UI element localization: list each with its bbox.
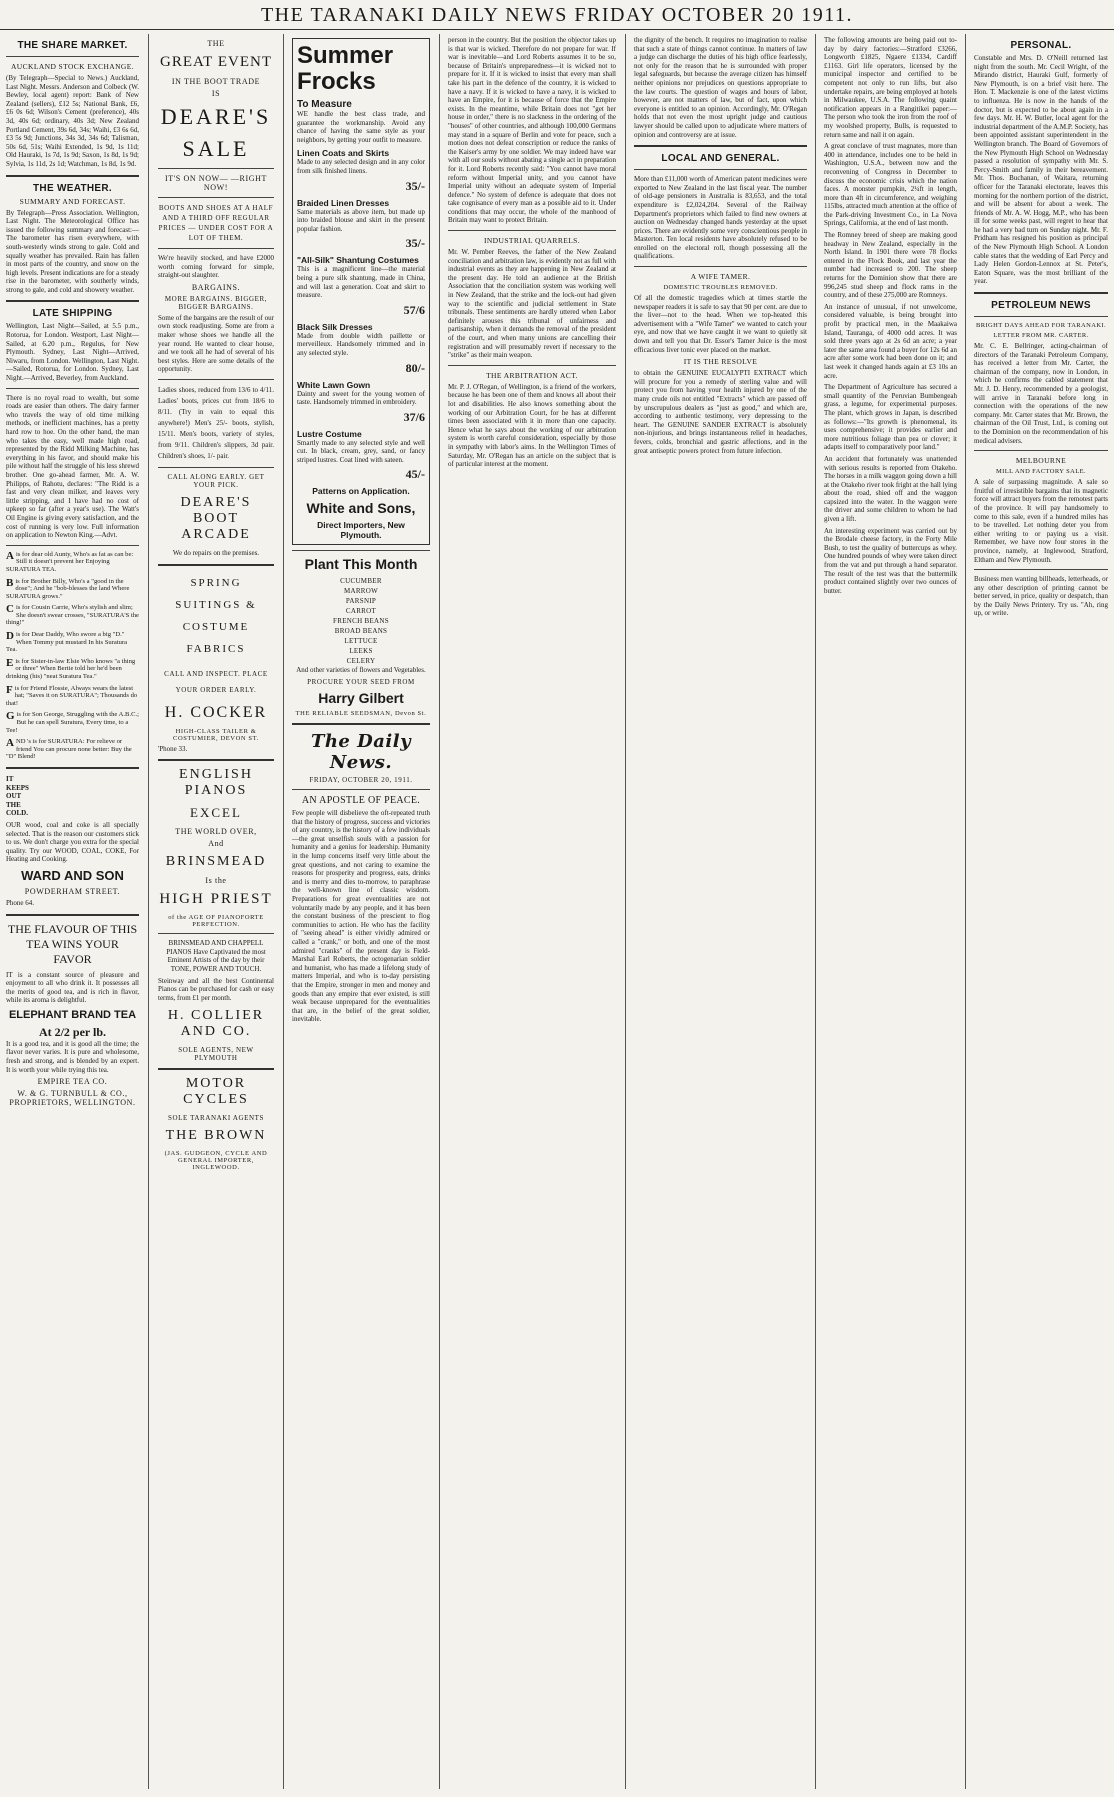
- share-market-text: (By Telegraph—Special to News.) Auckland, Last Night. Messrs. Anderson and Colbeck (W. Bewley, local agent) report: Bank of New Zealand (sellers), £12 5s; National Bank, £6, £6 0s 6d; Wilson's Cement (preference), 40s 3d, 40s 6d; ordinary, 40s 3d; New Zealand Portland Cement, 39s 6d, 34s; Waihi, £3 6s 6d, £3 5s 9d; Junctions, 34s 3d, 34s 6d; Talisman, 50s 6d, 51s; Waihi Extended, 1s 9d, 1s 11d; Old Hauraki, 1s 7d, 1s 9d; Saxon, 1s 8d, 1s 9d; Sylvia, 1s 11d, 2s 1d; Watchman, 1s 8d, 1s 9d.: [6, 74, 139, 168]
- frock-item: "All-Silk" Shantung Costumes This is a magnificent line—the material being a pure silk shantung, made in China, and will last a generation. Coat and skirt to measure. 57/6: [297, 255, 425, 317]
- column-rule: [815, 34, 816, 1789]
- share-market-subheading: AUCKLAND STOCK EXCHANGE.: [10, 62, 134, 71]
- suratura-jingles: [6, 551, 139, 761]
- direct-importers: Direct Importers, New Plymouth.: [317, 520, 405, 541]
- cocker-phone: 'Phone 33.: [158, 744, 188, 753]
- harry-gilbert: Harry Gilbert: [318, 690, 404, 707]
- deares-is: IS: [211, 89, 221, 98]
- editorial-continued: person in the country. But the position the objector takes up is that war is wicked. Therefore do not prepare for war. If war is inevitable—and Lord Roberts assumes it to be so, because of Britain's unpreparedness—it is wicked not to prepare for it. If it is wicked to insist that every man shall take his part in the defence of the country, it is wicked to have a navy. If it is wicked to have a navy, it is wicked to have an Empire, for it is because of force that the Empire exists. In the meantime, while Britain does not "get her house in order," there is no slackness in the ordering of the "houses" of other countries, and although 100,000 Germans may stand in a square of Berlin and vote for peace, such a motion does not defeat conscription or reduce the ranks of the Kaiser's army by one soldier. We may indeed have war with all our souls without abating a single act in preparation for it. Lord Roberts recently said: "You cannot have moral reform without Imperial unity, and you cannot have Imperial unity without an adequate system of Imperial defence." No system of defence is adequate that does not take cognisance of every man as a possible aid to it. Under conditions that may occur, the whole of the manhood of Britain may want to protect Britain.: [448, 36, 616, 225]
- frock-item: Black Silk Dresses Made from double width paillette or merveilleux. Handsomely trimmed and in any selected style. 80/-: [297, 321, 425, 375]
- patterns-note: Patterns on Application.: [312, 486, 410, 497]
- more-bargains: MORE BARGAINS. BIGGER, BIGGER BARGAINS.: [164, 294, 268, 311]
- column-5: [628, 36, 813, 1788]
- local-general-heading: LOCAL AND GENERAL.: [661, 153, 780, 165]
- empire-tea-co: EMPIRE TEA CO.: [37, 1077, 108, 1087]
- deares-boot-arcade: DEARE'S BOOT ARCADE: [180, 494, 252, 542]
- shipping-heading: LATE SHIPPING: [32, 308, 113, 320]
- seedsman: THE RELIABLE SEEDSMAN, Devon St.: [295, 710, 427, 718]
- keeps-out-cold: IT KEEPS OUT THE COLD.: [6, 774, 29, 818]
- column-2: [152, 36, 280, 1788]
- chappell-text: BRINSMEAD AND CHAPPELL PIANOS Have Captivated the most Eminent Artists of the day by their TONE, POWER AND TOUCH.: [166, 939, 266, 973]
- column-rule: [625, 34, 626, 1789]
- tea-text-2: It is a good tea, and it is good all the time; the flavor never varies. It is pure and wholesome, fresh and strong, and is blended by an expert. It is worth your while trying this tea.: [6, 1039, 139, 1074]
- english-pianos: ENGLISH PIANOS: [179, 767, 253, 799]
- column-1: [0, 36, 145, 1788]
- spring-suitings: SPRING SUITINGS & COSTUME FABRICS: [175, 576, 257, 655]
- call-inspect: CALL AND INSPECT. PLACE YOUR ORDER EARLY.: [164, 669, 268, 694]
- plant-item: LEEKS: [349, 647, 373, 656]
- weather-subheading: SUMMARY AND FORECAST.: [19, 196, 126, 206]
- wife-tamer-heading: A WIFE TAMER.: [690, 272, 751, 282]
- apostle-heading: AN APOSTLE OF PEACE.: [301, 795, 421, 807]
- frocks-intro: WE handle the best class trade, and guarantee the workmanship. Avoid any chance of having the same style as your neighbors, by getting your outfit to measure.: [297, 110, 425, 144]
- weather-heading: THE WEATHER.: [33, 182, 112, 194]
- world-over: THE WORLD OVER,: [175, 827, 257, 837]
- col6-text-6: An accident that fortunately was unattended with serious results is reported from Otakeho. The horses in a milk waggon going down a hill at the Otakeho river took fright at the hall lying about the road, shied off and the waggon capsized into the water. In the waggon were the driver and some children to whom he had given a lift.: [824, 454, 957, 524]
- arbitration-text: Mr. P. J. O'Regan, of Wellington, is a friend of the workers, because he has been one of them and knows all about their lot and disabilities. He also knows something about the working of our Arbitration Court, for he has at different times been associated with it in more than one capacity. Hence what he says about the working of our arbitration system is worth careful consideration, especially by those in sympathy with labor's aims. In the Wellington Times of Saturday, Mr. O'Regan has an article on the subject that is of particular interest at the moment.: [448, 382, 616, 469]
- industrial-quarrels-text: Mr. W. Pember Reeves, the father of the New Zealand conciliation and arbitration law, is evidently not as full with industrial events as they are happening in New Zealand at the present day. He told an audience at the British Association that the conciliation system was working well in New Zealand, that the strike and the lock-out had given way to the scientific and judicial settlement in State tribunals. These sentiments are hardly uttered when Labor definitely arouses this tribunal of unfairness and partisanship, when it demands the removal of the president of the court, and when many unions are cancelling their registration and will presumably revert if necessary to the "strike" as their main weapon.: [448, 248, 616, 360]
- bargains-text: Some of the bargains are the result of our own stock readjusting. Some are from a maker whose shoes we handle all the year round. He wanted to clear house, and we took all he had of several of his best styles. Here are some details of the opportunity.: [158, 313, 274, 374]
- brinsmead: BRINSMEAD: [165, 854, 267, 870]
- plant-item: BROAD BEANS: [334, 627, 388, 636]
- col6-text-2: A great conclave of trust magnates, more than 400 in attendance, includes one to be held in Washington, U.S.A., between now and the reconvening of Congress in December to discuss the economic crisis which the nation faces. A monster pumpkin, 2¼ft in length, more than 4ft in circumference, and weighing 115lbs, attracted much attention at the office of the Park-driving Investment Co., in La Nova Springs, California, at the end of last month.: [824, 142, 957, 228]
- motor-cycles: MOTOR CYCLES: [183, 1076, 249, 1108]
- col6-text-5: The Department of Agriculture has secured a small quantity of the Peruvian Bumbengeah grass, a legume, for experimental purposes. The plant, which grows in Japan, is described as follows:—"Its growth is phenomenal, its uses comprehensive; it provides earlier and more nutritious foliage than pea or clover; it adapts itself to comparatively poor land.": [824, 383, 957, 452]
- tea-price: At 2/2 per lb.: [38, 1024, 107, 1039]
- jingle: Eis for Sister-in-law Elsie Who knows "a thing or three" When Bertie told her he'd been drinking (his) "neat Suratura Tea.": [6, 656, 136, 681]
- bargains: BARGAINS.: [191, 282, 241, 292]
- col6-text-7: An interesting experiment was carried out by the Brodale cheese factory, in the Forty Mile Bush, to test the quality of buttercups as whey. One hundred pounds of whey were taken direct from the vat and put through a hand separator. The result of the test was that the buttermilk product contained slightly over two ounces of butter.: [824, 526, 957, 595]
- cocker-sub: HIGH-CLASS TAILER & COSTUMIER, DEVON ST.: [173, 727, 259, 742]
- plant-item: CUCUMBER: [340, 577, 382, 586]
- plant-item: PARSNIP: [345, 597, 377, 606]
- the-brown: THE BROWN: [165, 1128, 267, 1144]
- motor-agents: SOLE TARANAKI AGENTS: [167, 1114, 265, 1123]
- masthead-title: THE TARANAKI DAILY NEWS FRIDAY OCTOBER 20 1911.: [260, 4, 854, 26]
- in-boot-trade: IN THE BOOT TRADE: [171, 77, 261, 86]
- column-rule: [965, 34, 966, 1789]
- jingle: Bis for Brother Billy, Who's a "good in the dose"; And he "bob-blesses the land Where SURATURA grows.": [6, 576, 130, 600]
- excel: EXCEL: [190, 805, 242, 821]
- column-3: [286, 36, 436, 1788]
- white-and-sons: White and Sons,: [306, 500, 416, 517]
- stock-text: We're heavily stocked, and have £2000 worth coming forward for simple, straight-out slaughter.: [158, 254, 274, 280]
- frock-item: Braided Linen Dresses Same materials as above item, but made up into braided blouse and skirt in the present popular fashion. 35/-: [297, 197, 425, 251]
- personal-text: Constable and Mrs. D. O'Neill returned last night from the south. Mr. Cecil Wright, of the Mirando district, Hauraki Gulf, formerly of New Plymouth, is on a brief visit here. The Hon. T. Mackenzie is one of the latest victims to influenza. He is now in the hands of the doctor, but is expected to be about again in a few days. Mr. H. W. Butler, local agent for the industrial department of the A.M.P. Society, has been appointed assistant superintendent in the Wellington branch. The Board of Governors of the New Plymouth High School on Wednesday passed a resolution of sympathy with Mr. S. Percy-Smith and family in their bereavement. Mr. Thos. Buchanan, of Waitara, returning officer for the Taranaki electorate, leaves this morning for the northern portion of the district, and will be absent for about a week. The friends of Mr. A. W. Hogg, M.P., who has been ill for some weeks past, will regret to hear that he had a very bad turn on Sunday night. Mr. F. Pridham has resigned his position as principal of the New Plymouth High School. A London cable states that the wedding of Earl Percy and Lady Helen Gordon-Lennox at St. Peter's, Eaton Square, was the most brilliant of the year.: [974, 54, 1108, 286]
- share-market-heading: THE SHARE MARKET.: [17, 40, 128, 51]
- plant-item: LETTUCE: [344, 637, 378, 646]
- wife-tamer-sub: DOMESTIC TROUBLES REMOVED.: [663, 284, 778, 292]
- boots-offer: BOOTS AND SHOES AT A HALF AND A THIRD OFF REGULAR PRICES — UNDER COST FOR A LOT OF THEM.: [158, 204, 274, 242]
- jingle: Ais for dear old Aunty, Who's as fat as can be: Still it doesn't prevent her Enjoying SURATURA TEA.: [6, 549, 134, 573]
- tea-proprietors: W. & G. TURNBULL & CO., PROPRIETORS, WELLINGTON.: [9, 1089, 136, 1108]
- ridd-milking-advert: There is no royal road to wealth, but some roads are easier than others. The dairy farmer who travels the way of old time milking methods, or inefficient machines, has a pretty hard row to hoe. On the other hand, the man who takes the easy, well made high road, represented by the Ridd Milking Machine, has everything in his favor, and should make his pile without half the struggle of his less shrewd brother. One go-ahead farmer, Mr. A. W. Philipps, of Rahotu, declares: "The Ridd is a fast and very clean milker, and leaves very little stripping, and I have had no cost of upkeep so far (after a year's use). The Watt's Oil Engine is giving every satisfaction, and the cost of running is very low. Full information on application to Newton King.—Advt.: [6, 393, 139, 540]
- steinway-text: Steinway and all the best Continental Pianos can be purchased for cash or easy terms, from £1 per month.: [158, 976, 274, 1002]
- plant-list: [292, 576, 430, 666]
- industrial-quarrels-heading: INDUSTRIAL QUARRELS.: [483, 236, 581, 246]
- pianoforte-perfection: of the AGE OF PIANOFORTE PERFECTION.: [168, 914, 264, 929]
- shipping-text: Wellington, Last Night—Sailed, at 5.5 p.m., Rotorua, for London. Westport, Last Night—Sailed, at 6.20 p.m., Regulus, for New Plymouth. Sydney, Last Night—Arrived, Niwaru, from London. Wellington, Last Night.—Sailed, Rotorua, for London. Sydney, Last Night.—Arrived, Beverley, from Auckland.: [6, 322, 139, 383]
- cocker-name: H. COCKER: [164, 703, 268, 721]
- col5-top-text: the dignity of the bench. It requires no imagination to realise that such a state of things cannot continue. In matters of law a judge can discharge the duties of his high office fearlessly, not only for the reason that he is surrounded with proper legal safeguards, but because the average citizen has himself neither opinions nor prejudices on questions appropriate to the law courts. The question of wages and hours of labor, however, are not matters of law, but of fact, upon which everyone is entitled to an opinion. Accordingly, Mr. O'Regan holds that not even the most upright judge and cautious lawyer should be called upon to adjudicate where matters of opinion and controversy are at issue.: [634, 36, 807, 139]
- coal-advert-text: OUR wood, coal and coke is all specially selected. That is the reason our customers stick to us. We don't charge you extra for the special quality. Try our WOOD, COAL, COKE, For Heating and Cooking.: [6, 820, 139, 864]
- ward-address: POWDERHAM STREET.: [24, 886, 121, 896]
- plant-item: FRENCH BEANS: [333, 617, 389, 626]
- melbourne-heading: MELBOURNE: [1015, 456, 1067, 466]
- col6-text-4: An instance of unusual, if not unwelcome, considered valuable, is being brought into profit by practical men, in the Maakaiwa Island, Tauranga, of 4000 odd acres. It was sold three years ago at 2s 6d an acre; a year later the same area found a buyer for 12s 6d an acre after some work had been done on it; and last week it changed hands again at £3 10s an acre.: [824, 302, 957, 380]
- personal-heading: PERSONAL.: [1010, 40, 1072, 51]
- jingle: Fis for Friend Flossie, Always wears the latest hat; "Saves it on SURATURA"; Thousands do that!: [6, 683, 138, 707]
- petroleum-letter: LETTER FROM MR. CARTER.: [993, 332, 1089, 340]
- jingle: Cis for Cousin Carrie, Who's stylish and slim; She doesn't swear crosses, "SURATURA'S the thing!": [6, 603, 139, 627]
- procure-seed: PROCURE YOUR SEED FROM: [307, 678, 415, 687]
- ward-phone: Phone 64.: [6, 898, 34, 907]
- printery-advert: Business men wanting billheads, letterheads, or any other description of printing cannot be better served, in price, quality or despatch, than by the Daily News Printery. Try us. "Ah, ring up, or write.: [974, 575, 1108, 618]
- wife-tamer-text: Of all the domestic tragedies which at times startle the newspaper readers it is safe to say that 90 per cent. are due to the liver—not to the head. When we top-heated this advertisement with a "Wife Tamer" we wanted to catch your eye, and now that we have caught it we want to quietly sit down and tell you that Dr. Essor's Tamer Juice is the most efficacious liver tonic ever placed on the market.: [634, 294, 807, 354]
- column-rule: [148, 34, 149, 1789]
- great-event: GREAT EVENT: [160, 54, 272, 70]
- and-word: And: [208, 839, 224, 849]
- masthead: [0, 0, 1114, 30]
- plant-other: And other varieties of flowers and Vegetables.: [296, 666, 426, 675]
- frock-item: Linen Coats and Skirts Made to any selected design and in any color from silk finished linens. 35/-: [297, 148, 425, 193]
- frock-item: White Lawn Gown Dainty and sweet for the young women of taste. Handsomely trimmed in embroidery. 37/6: [297, 379, 425, 424]
- plant-item: CARROT: [345, 607, 377, 616]
- col6-text-1: The following amounts are being paid out to-day by dairy factories:—Stratford £3266, Longworth £1825, Ngaere £1334, Cardiff £1163. Girl life operators, licensed by the municipal inspector and certified to be competent not only to run lifts, but also undertake repairs, are being employed at hotels in Milwaukee, U.S.A. The following quaint notification appears in a Rangitikei paper:—The person who took the iron from the roof of my woolshed property, Bulls, is requested to return same and nail it on again.: [824, 36, 957, 139]
- to-measure: To Measure: [297, 99, 352, 110]
- petroleum-text: Mr. C. E. Bellringer, acting-chairman of directors of the Taranaki Petroleum Company, has received a letter from Mr. Carter, the chairman of the company, now in London, in which he confirms the cabled statement that Mr. J. D. Henry, recommended by a geologist, will arrive in Taranaki before long in connection with the operations of the new company. Mr. Carter states that Mr. Brown, the chairman of the Oil Trust, Ltd., is coming out to the Dominion on the recommendation of his medical advisers.: [974, 342, 1108, 445]
- ward-and-son-name: WARD AND SON: [21, 867, 124, 883]
- resolve-text: to obtain the GENUINE EUCALYPTI EXTRACT which will procure for you a remedy of sterling value and will protect you from having your health injured by one of the many crude oils not entitled "Extracts" which are passed off by unscrupulous dealers as "just as good," and which are, according to authentic testimony, very depressing to the heart. The GENUINE SANDER EXTRACT is absolutely non-injurious, and brings instantaneous relief in headaches, fevers, colds, bronchial and gastric affections, and in the great antiseptic powers protect from future infection.: [634, 369, 807, 455]
- local-general-text: More than £11,000 worth of American patent medicines were exported to New Zealand in the last fiscal year. The number of old-age pensioners in Australia is 83,653, and the total expenditure is £2,024,204. Several of the Railway Department's proprietors which failed to find new owners at auction on Wednesday changed hands yesterday at the upset prices. There are evidently some very conscientious people in Masterton. Ten local residents have absolutely refused to be enrolled on the electoral roll, though possessing all the qualifications.: [634, 175, 807, 261]
- column-rule: [283, 34, 284, 1789]
- jingle: Gis for Son George, Struggling with the A.B.C.; But he can spell Suratura, Every time, to a Tee!: [6, 710, 139, 734]
- column-6: [818, 36, 963, 1788]
- melbourne-sub: MILL AND FACTORY SALE.: [995, 468, 1087, 476]
- column-rule: [439, 34, 440, 1789]
- summer-frocks-title: Summer Frocks: [297, 42, 394, 95]
- gudgeon: (JAS. GUDGEON, CYCLE AND GENERAL IMPORTER, INGLEWOOD.: [164, 1150, 268, 1172]
- deares-heading: DEARE'S: [160, 104, 272, 129]
- repairs-note: We do repairs on the premises.: [172, 548, 260, 557]
- deares-the: THE: [207, 39, 225, 48]
- sale-heading: SALE: [182, 136, 250, 161]
- melbourne-text: A sale of surpassing magnitude. A sale so fruitful of irresistible bargains that its magnetic force will attract buyers from the remotest parts of the province. It will pay handsomely to come to this sale, even if a hundred miles has to be travelled. Let nothing deter you from either writing to or paying us a visit. Remember, we have now four stores in the province, namely, at Inglewood, Stratford, Eltham and New Plymouth.: [974, 478, 1108, 564]
- tea-heading: THE FLAVOUR OF THIS TEA WINS YOUR FAVOR: [7, 921, 138, 966]
- petroleum-sub: BRIGHT DAYS AHEAD FOR TARANAKI.: [975, 322, 1107, 330]
- column-7: [968, 36, 1114, 1788]
- is-the: Is the: [205, 876, 227, 886]
- weather-text: By Telegraph—Press Association. Wellington, Last Night. The Meteorological Office has issued the following summary and forecast:— The barometer has risen everywhere, with south-westerly winds strong to gale. Cold and squally weather has prevailed. Rain has fallen in most parts of the country, and snow on the high levels. Present indications are for a steady rise in the barometer, with southerly winds, strong to gale, and cold and showery weather.: [6, 208, 139, 294]
- elephant-brand-tea: ELEPHANT BRAND TEA: [8, 1008, 137, 1021]
- column-4: [442, 36, 622, 1788]
- jingle: AND 's is for SURATURA: For relieve or friend You can procure none better: Buy the "D" Blend!: [6, 737, 132, 761]
- frock-item: Lustre Costume Smartly made to any selected style and well cut. In black, cream, grey, sand, or fancy striped lustres. Coat lined with sateen. 45/-: [297, 428, 425, 482]
- apostle-text: Few people will disbelieve the oft-repeated truth that the history of progress, success and victories of any country, is the history of a few individuals—the great unselfish souls with a passion for humanity and a genius for leadership. Humanity in the lump concerns itself very little about the great questions, and not caring to examine the reasons for prosperity and progress, eats, drinks and is merry and dies to-morrow, to paraphrase the well-known line of classic wisdom. Preparations for great eventualities are not voluntarily made by any people, and it has been the constant business of the prescient to flog communities to action. He who has the facility of "seeing ahead" is either vividly admired or called a "crank," or both, and one of the most admired "cranks" of the present day is Field-Marshal Earl Roberts, the octogenarian soldier and humanist, who has made a lifelong study of matters Imperial, and who is to-day persisting that the Empire, stronger in men and money and goods than any empire that ever existed, is still weak because unprepared for the eventualities that are, in the belief of the great soldier, inevitable.: [292, 809, 430, 1024]
- high-priest: HIGH PRIEST: [159, 891, 273, 908]
- call-early: CALL ALONG EARLY. GET YOUR PICK.: [167, 472, 265, 489]
- its-on-now: IT'S ON NOW— —RIGHT NOW!: [165, 174, 267, 192]
- plant-item: CELERY: [346, 657, 376, 666]
- summer-frocks-advert: [292, 38, 430, 545]
- daily-news-logo: The Daily News.: [310, 731, 412, 774]
- resolve-heading: IT IS THE RESOLVE: [683, 357, 758, 367]
- tea-text: IT is a constant source of pleasure and enjoyment to all who drink it. It possesses all the merits of good tea, and is rich in flavor, while its aroma is delightful.: [6, 970, 139, 1005]
- plant-item: MARROW: [343, 587, 379, 596]
- col6-text-3: The Romney breed of sheep are making good headway in New Zealand, especially in the North Island. In 1901 there were 78 flocks entered in the Flock Book, and last year the number had increased to 200. The sheep returns for the Dominion show that there are 996,245 stud sheep and flock rams in the country, and of these 275,000 are Romneys.: [824, 231, 957, 300]
- plant-this-month: Plant This Month: [304, 556, 418, 573]
- jingle: Dis for Dear Daddy, Who swore a big "D." When Tommy put mustard In his Suratura Tea.: [6, 630, 128, 654]
- dateline: FRIDAY, OCTOBER 20, 1911.: [309, 776, 413, 785]
- arbitration-heading: THE ARBITRATION ACT.: [486, 370, 578, 380]
- collier-name: H. COLLIER AND CO.: [167, 1008, 265, 1040]
- petroleum-heading: PETROLEUM NEWS: [991, 300, 1091, 312]
- collier-sub: SOLE AGENTS, NEW PLYMOUTH: [178, 1046, 254, 1063]
- price-list: Ladies shoes, reduced from 13/6 to 4/11. Ladies' boots, prices cut from 18/6 to 8/11. (Try in vain to equal this anywhere!) Men's 25/- boots, stylish, 15/11. Men's boots, variety of styles, from 9/11. Children's slippers, 3d pair. Children's shoes, 1/- pair.: [158, 385, 274, 460]
